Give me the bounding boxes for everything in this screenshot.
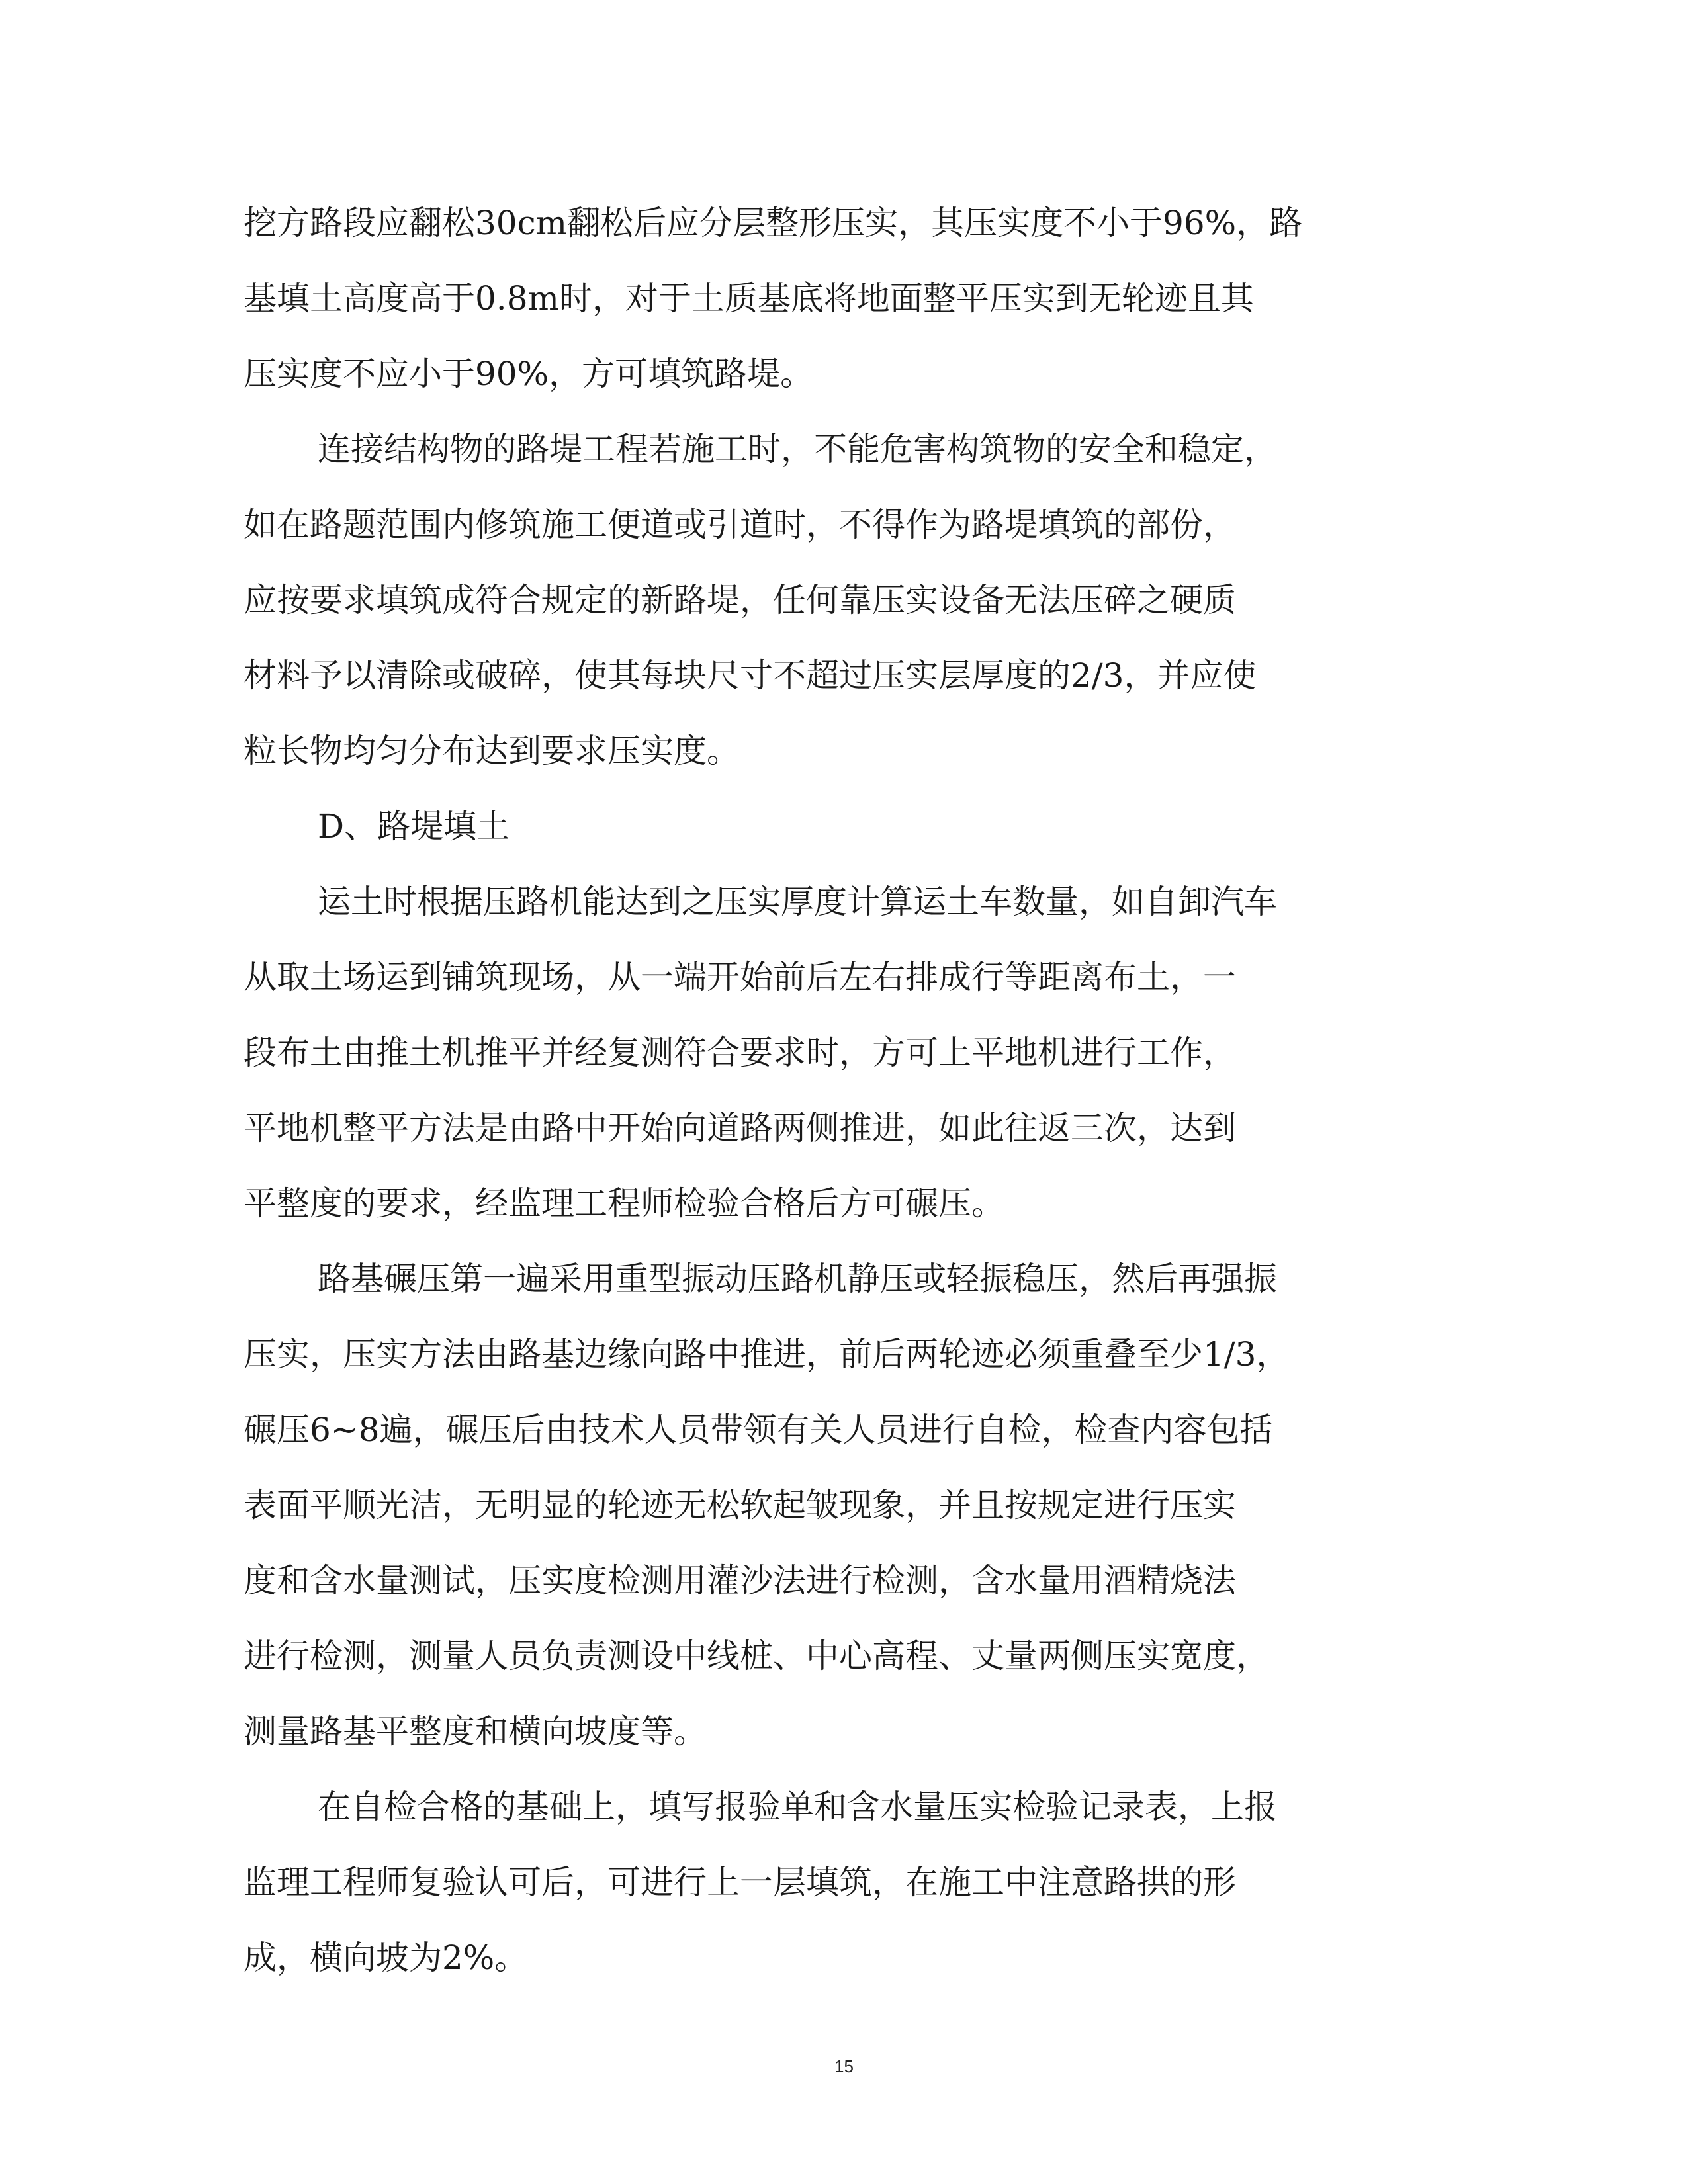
paragraph-line: 连接结构物的路堤工程若施工时，不能危害构筑物的安全和稳定， [318,430,1277,468]
paragraph-line: 运土时根据压路机能达到之压实厚度计算运土车数量，如自卸汽车 [318,883,1277,921]
paragraph-line: 从取土场运到铺筑现场，从一端开始前后左右排成行等距离布土，一 [244,958,1236,996]
paragraph-line: 材料予以清除或破碎，使其每块尺寸不超过压实层厚度的2/3，并应使 [244,656,1257,695]
paragraph-4 [244,1241,1441,1769]
paragraph-line: 应按要求填筑成符合规定的新路堤，任何靠压实设备无法压碎之硬质 [244,581,1236,619]
paragraph-line: 粒长物均匀分布达到要求压实度。 [244,732,740,770]
paragraph-line: 度和含水量测试，压实度检测用灌沙法进行检测，含水量用酒精烧法 [244,1561,1236,1600]
paragraph-3 [244,864,1441,1241]
body-text [244,185,1441,1995]
paragraph-line: 平整度的要求，经监理工程师检验合格后方可碾压。 [244,1184,1004,1223]
paragraph-line: 如在路题范围内修筑施工便道或引道时，不得作为路堤填筑的部份， [244,505,1236,544]
paragraph-line: 监理工程师复验认可后，可进行上一层填筑，在施工中注意路拱的形 [244,1863,1236,1901]
paragraph-line: 基填土高度高于0.8m时，对于土质基底将地面整平压实到无轮迹且其 [244,279,1254,318]
heading-line: D、路堤填土 [318,807,510,846]
paragraph-line: 挖方路段应翻松30cm翻松后应分层整形压实，其压实度不小于96%，路 [244,204,1303,242]
paragraph-line: 压实，压实方法由路基边缘向路中推进，前后两轮迹必须重叠至少1/3， [244,1335,1290,1374]
paragraph-line: 在自检合格的基础上，填写报验单和含水量压实检验记录表，上报 [318,1788,1277,1826]
paragraph-line: 成，横向坡为2%。 [244,1939,528,1977]
paragraph-1 [244,185,1441,412]
paragraph-2 [244,412,1441,789]
section-heading [244,789,1441,864]
page-number: 15 [834,2056,854,2076]
paragraph-line: 进行检测，测量人员负责测设中线桩、中心高程、丈量两侧压实宽度， [244,1637,1269,1675]
paragraph-line: 路基碾压第一遍采用重型振动压路机静压或轻振稳压，然后再强振 [318,1260,1277,1298]
paragraph-line: 平地机整平方法是由路中开始向道路两侧推进，如此往返三次，达到 [244,1109,1236,1147]
paragraph-line: 压实度不应小于90%，方可填筑路堤。 [244,355,814,393]
paragraph-line: 段布土由推土机推平并经复测符合要求时，方可上平地机进行工作， [244,1033,1236,1072]
paragraph-line: 测量路基平整度和横向坡度等。 [244,1712,707,1751]
paragraph-line: 表面平顺光洁，无明显的轮迹无松软起皱现象，并且按规定进行压实 [244,1486,1236,1524]
paragraph-5 [244,1769,1441,1995]
paragraph-line: 碾压6~8遍，碾压后由技术人员带领有关人员进行自检，检查内容包括 [244,1411,1273,1449]
